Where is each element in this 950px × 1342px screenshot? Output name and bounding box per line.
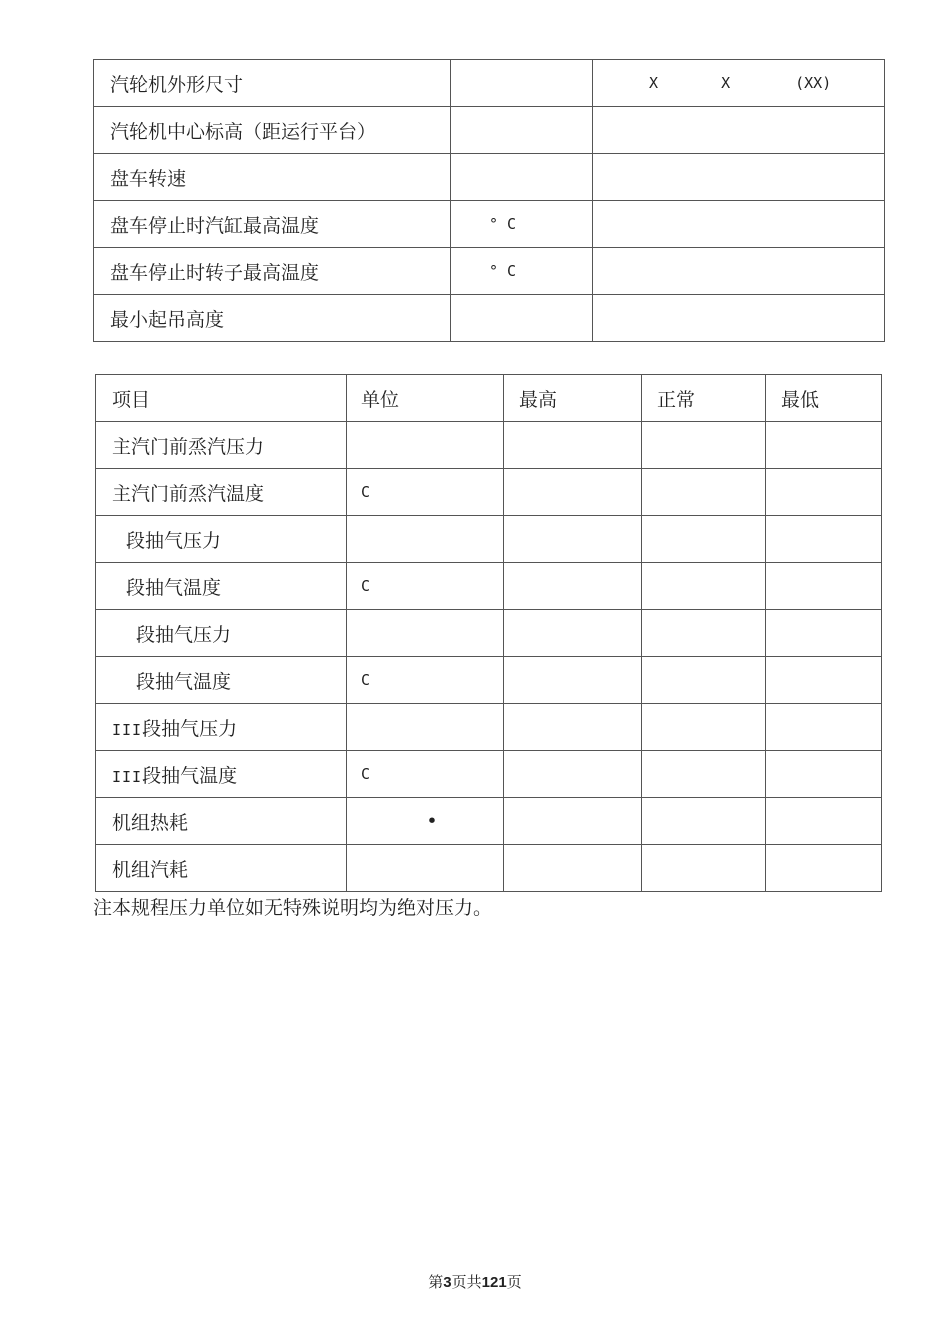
page-footer	[0, 1271, 950, 1292]
normal-cell	[642, 610, 766, 657]
row-unit	[451, 60, 593, 107]
item-text: 段抽气压力	[136, 623, 232, 646]
header-normal: 正常	[642, 375, 766, 422]
max-cell	[504, 563, 642, 610]
min-cell	[766, 563, 882, 610]
header-min: 最低	[766, 375, 882, 422]
normal-cell	[642, 845, 766, 892]
unit-cell: •	[347, 798, 504, 845]
footnote: 注本规程压力单位如无特殊说明均为绝对压力。	[93, 897, 493, 919]
item-cell: 主汽门前烝汽温度	[96, 469, 347, 516]
row-unit: ° C	[451, 201, 593, 248]
item-cell	[96, 516, 347, 563]
row-unit	[451, 154, 593, 201]
normal-cell	[642, 657, 766, 704]
table-row	[94, 295, 885, 342]
table-row	[96, 798, 882, 845]
page-total: 121	[481, 1274, 507, 1291]
max-cell	[504, 704, 642, 751]
unit-cell	[347, 845, 504, 892]
table-row	[96, 469, 882, 516]
unit-cell: C	[347, 469, 504, 516]
min-cell	[766, 657, 882, 704]
unit-cell	[347, 422, 504, 469]
item-text: 段抽气温度	[126, 576, 222, 599]
spec-table	[93, 59, 885, 342]
min-cell	[766, 516, 882, 563]
row-label: 汽轮机外形尺寸	[94, 60, 451, 107]
table-header-row	[96, 375, 882, 422]
table-row	[96, 751, 882, 798]
normal-cell	[642, 422, 766, 469]
item-cell	[96, 751, 347, 798]
row-label: 盘车停止时转子最高温度	[94, 248, 451, 295]
row-label: 盘车转速	[94, 154, 451, 201]
min-cell	[766, 798, 882, 845]
table-row	[94, 107, 885, 154]
unit-cell	[347, 516, 504, 563]
min-cell	[766, 845, 882, 892]
row-value	[593, 107, 885, 154]
row-label: 汽轮机中心标高（距运行平台）	[94, 107, 451, 154]
table-row	[96, 845, 882, 892]
row-value	[593, 60, 885, 107]
footer-middle: 页共	[451, 1273, 482, 1291]
normal-cell	[642, 563, 766, 610]
item-cell	[96, 610, 347, 657]
max-cell	[504, 657, 642, 704]
item-cell: 机组汽耗	[96, 845, 347, 892]
table-row	[94, 154, 885, 201]
max-cell	[504, 422, 642, 469]
unit-cell	[347, 704, 504, 751]
item-prefix: III	[112, 720, 143, 739]
item-cell	[96, 657, 347, 704]
item-cell	[96, 563, 347, 610]
table-row	[96, 516, 882, 563]
row-label: 最小起吊高度	[94, 295, 451, 342]
unit-cell: C	[347, 657, 504, 704]
item-cell	[96, 704, 347, 751]
table-row	[94, 248, 885, 295]
table-row	[96, 704, 882, 751]
item-text: 段抽气压力	[126, 529, 222, 552]
max-cell	[504, 751, 642, 798]
row-unit	[451, 295, 593, 342]
dimension-height: (XX)	[795, 74, 832, 92]
normal-cell	[642, 469, 766, 516]
row-value	[593, 295, 885, 342]
table-row	[96, 657, 882, 704]
row-unit	[451, 107, 593, 154]
item-cell: 机组热耗	[96, 798, 347, 845]
min-cell	[766, 610, 882, 657]
normal-cell	[642, 516, 766, 563]
row-value	[593, 154, 885, 201]
item-prefix: III	[112, 767, 143, 786]
item-cell: 主汽门前烝汽压力	[96, 422, 347, 469]
table-row	[94, 60, 885, 107]
normal-cell	[642, 751, 766, 798]
table-row	[96, 422, 882, 469]
table-row	[94, 201, 885, 248]
row-value	[593, 248, 885, 295]
min-cell	[766, 704, 882, 751]
item-text: 段抽气压力	[142, 717, 238, 740]
page-number: 3	[443, 1274, 452, 1291]
dimension-width: X	[721, 74, 731, 92]
footer-suffix: 页	[506, 1273, 522, 1291]
min-cell	[766, 422, 882, 469]
row-unit: ° C	[451, 248, 593, 295]
item-text: 段抽气温度	[142, 764, 238, 787]
max-cell	[504, 610, 642, 657]
normal-cell	[642, 798, 766, 845]
item-text: 段抽气温度	[136, 670, 232, 693]
table-row	[96, 610, 882, 657]
max-cell	[504, 516, 642, 563]
max-cell	[504, 469, 642, 516]
dimension-length: X	[649, 74, 659, 92]
row-label: 盘车停止时汽缸最高温度	[94, 201, 451, 248]
table-row	[96, 563, 882, 610]
min-cell	[766, 469, 882, 516]
min-cell	[766, 751, 882, 798]
unit-cell: C	[347, 751, 504, 798]
unit-cell	[347, 610, 504, 657]
unit-cell: C	[347, 563, 504, 610]
header-max: 最高	[504, 375, 642, 422]
row-value	[593, 201, 885, 248]
normal-cell	[642, 704, 766, 751]
header-item: 项目	[96, 375, 347, 422]
parameter-table	[95, 374, 882, 892]
footer-prefix: 第	[428, 1273, 444, 1291]
max-cell	[504, 798, 642, 845]
max-cell	[504, 845, 642, 892]
header-unit: 单位	[347, 375, 504, 422]
